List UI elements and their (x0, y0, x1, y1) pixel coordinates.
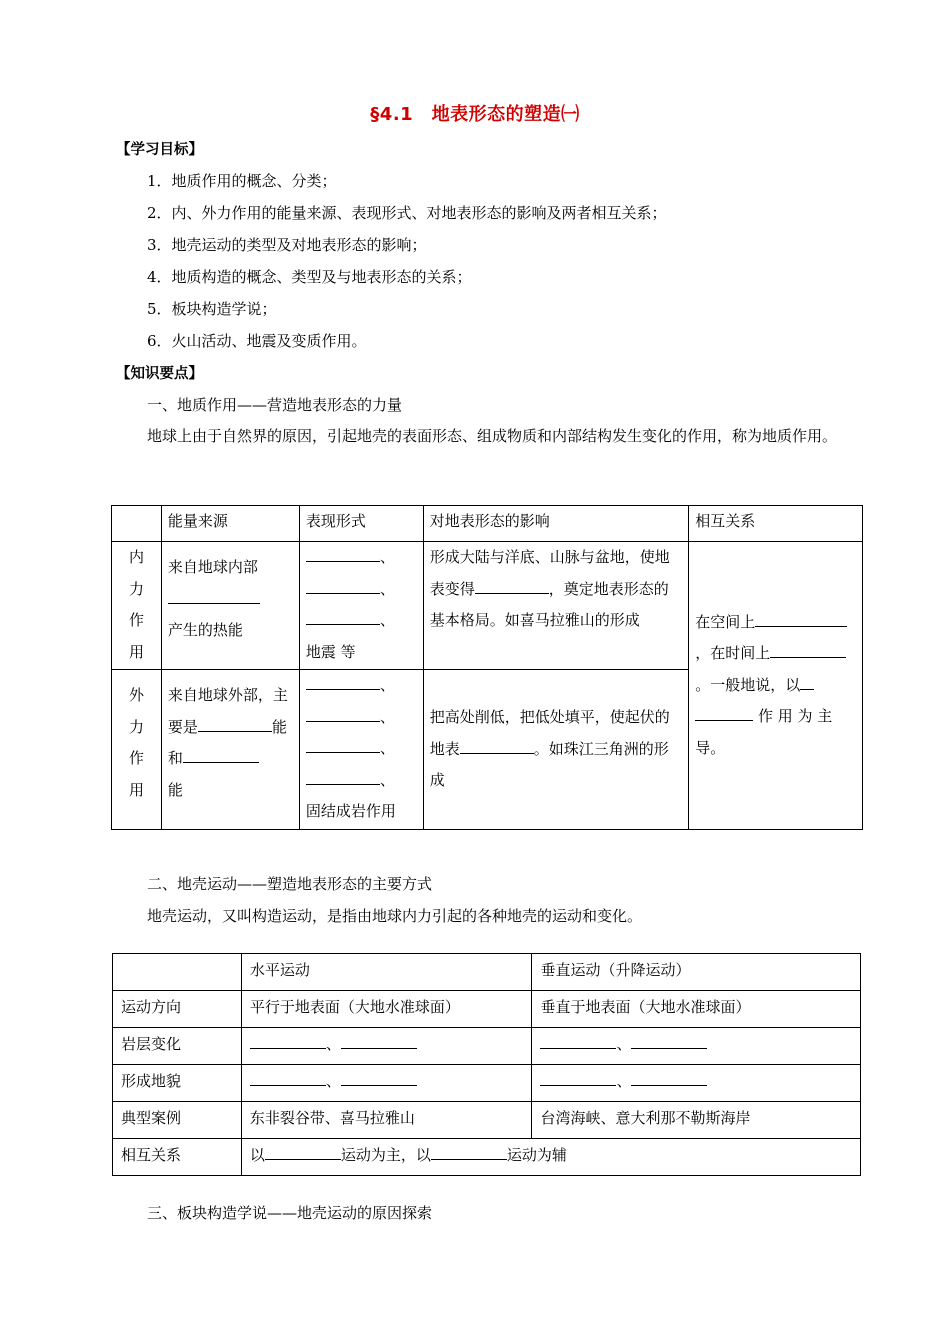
inner-energy-cell: 来自地球内部 产生的热能 (161, 542, 299, 670)
fill-blank[interactable] (183, 746, 259, 763)
table2-relation-row: 相互关系 以 运动为主，以 运动为辅 (113, 1139, 861, 1176)
page-title: §4.1 地表形态的塑造㈠ (370, 104, 580, 125)
goal-item-4: 4．地质构造的概念、类型及与地表形态的关系； (147, 268, 472, 286)
table1-header-row (112, 506, 863, 542)
geologic-process-table (111, 505, 863, 830)
table1-inner-row (112, 542, 863, 670)
outer-form-cell: 、 、 、 、 固结成岩作用 (299, 670, 423, 830)
section2-title: 二、地壳运动——塑造地表形态的主要方式 (147, 875, 433, 893)
fill-blank[interactable] (306, 705, 380, 722)
inner-effect-cell: 形成大陆与洋底、山脉与盆地，使地表变得 ，奠定地表形态的基本格局。如喜马拉雅山的形成 (423, 542, 688, 670)
fill-blank[interactable] (306, 768, 380, 785)
fill-blank[interactable] (250, 1069, 326, 1086)
section3-title: 三、板块构造学说——地壳运动的原因探索 (147, 1204, 433, 1222)
fill-blank[interactable] (168, 587, 260, 604)
fill-blank[interactable] (540, 1069, 616, 1086)
fill-blank[interactable] (631, 1069, 707, 1086)
relation-cell: 在空间上，在时间上。一般地说，以 作 用 为 主 导。 (689, 542, 863, 830)
table1-header-effect: 对地表形态的影响 (423, 506, 688, 542)
crustal-movement-table (112, 953, 861, 1176)
section1-title: 一、地质作用——营造地表形态的力量 (147, 396, 403, 414)
table1-header-relation: 相互关系 (689, 506, 863, 542)
fill-blank[interactable] (800, 673, 814, 690)
table1-header-energy: 能量来源 (161, 506, 299, 542)
inner-form-cell: 、 、 、 地震 等 (299, 542, 423, 670)
outer-effect-cell: 把高处削低，把低处填平，使起伏的地表 。如珠江三角洲的形成 (423, 670, 688, 830)
fill-blank[interactable] (341, 1069, 417, 1086)
fill-blank[interactable] (695, 704, 753, 721)
fill-blank[interactable] (839, 610, 847, 627)
goal-item-5: 5．板块构造学说； (147, 300, 277, 318)
table2-header-row (113, 954, 861, 991)
fill-blank[interactable] (431, 1143, 507, 1160)
table2-header-vertical: 垂直运动（升降运动） (532, 954, 861, 991)
fill-blank[interactable] (265, 1143, 341, 1160)
table1-header-blank (112, 506, 162, 542)
goal-item-6: 6．火山活动、地震及变质作用。 (147, 332, 367, 350)
fill-blank[interactable] (250, 1032, 326, 1049)
table1-header-form: 表现形式 (299, 506, 423, 542)
fill-blank[interactable] (306, 673, 380, 690)
fill-blank[interactable] (460, 737, 534, 754)
goal-item-1: 1．地质作用的概念、分类； (147, 172, 337, 190)
fill-blank[interactable] (770, 641, 832, 658)
section2-paragraph: 地壳运动，又叫构造运动，是指由地球内力引起的各种地壳的运动和变化。 (147, 907, 643, 925)
table2-row: 典型案例 东非裂谷带、喜马拉雅山 台湾海峡、意大利那不勒斯海岸 (113, 1102, 861, 1139)
fill-blank[interactable] (306, 608, 380, 625)
fill-blank[interactable] (341, 1032, 417, 1049)
fill-blank[interactable] (475, 577, 549, 594)
fill-blank[interactable] (631, 1032, 707, 1049)
fill-blank[interactable] (306, 736, 380, 753)
goal-item-3: 3．地壳运动的类型及对地表形态的影响； (147, 236, 427, 254)
outer-force-label: 外力作用 (112, 670, 162, 830)
points-heading: 【知识要点】 (116, 366, 203, 382)
table2-row: 形成地貌 、 、 (113, 1065, 861, 1102)
goal-item-2: 2．内、外力作用的能量来源、表现形式、对地表形态的影响及两者相互关系； (147, 204, 667, 222)
inner-force-label: 内力作用 (112, 542, 162, 670)
outer-energy-cell: 来自地球外部，主要是 能和 能 (161, 670, 299, 830)
fill-blank[interactable] (264, 715, 272, 732)
fill-blank[interactable] (306, 545, 380, 562)
goals-heading: 【学习目标】 (116, 142, 203, 158)
section1-paragraph: 地球上由于自然界的原因，引起地壳的表面形态、组成物质和内部结构发生变化的作用，称为地质作用。 (147, 427, 838, 445)
fill-blank[interactable] (832, 641, 846, 658)
fill-blank[interactable] (755, 610, 839, 627)
fill-blank[interactable] (306, 577, 380, 594)
table2-row: 岩层变化 、 、 (113, 1028, 861, 1065)
table2-row: 运动方向 平行于地表面（大地水准球面） 垂直于地表面（大地水准球面） (113, 991, 861, 1028)
fill-blank[interactable] (198, 715, 264, 732)
fill-blank[interactable] (540, 1032, 616, 1049)
table2-header-horizontal: 水平运动 (241, 954, 532, 991)
